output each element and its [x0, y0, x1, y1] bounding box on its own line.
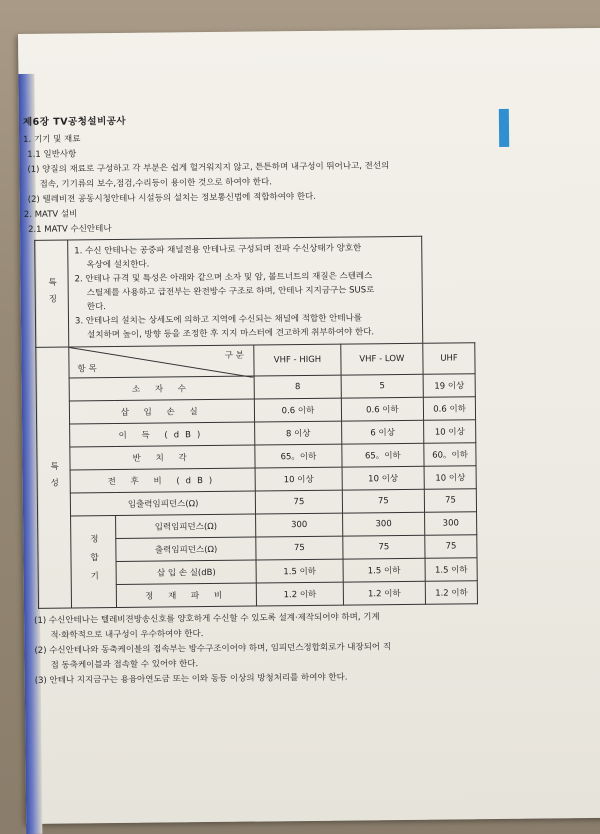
paragraph-line: 접속, 기기류의 보수,점검,수리등이 용이한 것으로 하여야 한다. [39, 177, 272, 190]
page-content [23, 109, 499, 690]
row-label: 출력임피던스(Ω) [116, 537, 257, 561]
table-cell: 0.6 이하 [341, 397, 424, 421]
column-header: VHF - LOW [340, 343, 423, 375]
table-cell: 1.2 이하 [343, 581, 426, 605]
section-heading: 2. MATV 설비 [23, 209, 78, 220]
subsection-heading: 2.1 MATV 수신안테나 [27, 224, 112, 235]
column-header: UHF [423, 343, 475, 375]
table-cell: 10 이상 [342, 466, 425, 490]
table-cell: 65。이하 [255, 444, 341, 468]
chapter-title: 제6장 TV공청설비공사 [22, 115, 127, 128]
table-cell: 75 [425, 535, 477, 559]
table-cell: 8 이상 [255, 421, 341, 445]
table-cell: 75 [342, 535, 425, 559]
page-tab-marker [499, 109, 509, 147]
row-label: 정 재 파 비 [116, 583, 257, 607]
column-header: VHF - HIGH [254, 344, 341, 376]
matching-side-label: 정합기 [71, 516, 117, 608]
table-cell: 300 [256, 513, 342, 537]
table-cell: 1.5 이하 [425, 558, 477, 582]
note-line: 접 동축케이블과 접속할 수 있어야 한다. [50, 659, 199, 671]
note-line: (1) 수신안테나는 텔레비젼방송신호를 양호하게 수신할 수 있도록 설계·제작되어야 하며, 기계 [34, 612, 380, 626]
table-cell: 300 [342, 512, 425, 536]
book-page [18, 28, 600, 824]
table-cell: 10 이상 [255, 467, 341, 491]
row-label: 삽 입 손 실(dB) [116, 560, 257, 584]
row-label: 입출력임피던스(Ω) [70, 491, 256, 516]
header-diagonal-cell [69, 345, 255, 378]
table-cell: 1.5 이하 [343, 558, 426, 582]
characteristics-side-label: 특성 [36, 347, 72, 608]
table-cell: 1.2 이하 [257, 582, 343, 606]
table-cell: 10 이상 [424, 420, 476, 444]
row-label: 삽 입 손 실 [69, 399, 255, 424]
row-label: 이 득 (dB) [70, 422, 256, 447]
row-label: 전 후 비 (dB) [70, 468, 256, 493]
table-cell: 8 [255, 375, 341, 399]
feature-line: 스틸제를 사용하고 급전부는 완전방수 구조로 하며, 안테나 지지금구는 SUS로 [86, 285, 375, 299]
table-cell: 0.6 이하 [424, 397, 476, 421]
note-line: 적·화학적으로 내구성이 우수하여야 한다. [50, 629, 204, 641]
table-cell: 75 [342, 489, 425, 513]
feature-line: 2. 안테나 규격 및 특성은 아래와 같으며 소자 및 암, 볼트너트의 재질은 스텐레스 [74, 271, 373, 285]
section-heading: 1. 기기 및 재료 [23, 134, 81, 145]
feature-line: 설치하며 높이, 방향 등을 조정한 후 지지 마스터에 견고하게 취부하여야 한다. [87, 327, 375, 341]
paragraph-line: (2) 텔레비젼 공동시청안테나 시설등의 설치는 정보통신법에 적합하여야 한다. [27, 191, 316, 205]
feature-line: 한다. [86, 302, 107, 313]
table-cell: 0.6 이하 [255, 398, 341, 422]
note-line: (3) 안테나 지지금구는 용융아연도금 또는 이와 동등 이상의 방청처리를 하여야 한다. [34, 672, 348, 686]
antenna-spec-table [34, 235, 478, 609]
row-label: 입력임피던스(Ω) [116, 514, 257, 538]
row-label: 반 치 각 [70, 445, 256, 470]
table-cell: 10 이상 [424, 466, 476, 490]
table-cell: 1.2 이하 [426, 581, 478, 605]
header-division-label: 구 분 [224, 350, 244, 361]
features-cell [68, 236, 423, 347]
feature-line: 1. 수신 안테나는 공중파 채널전용 안테나로 구성되며 전파 수신상태가 양호한 [74, 243, 362, 257]
table-cell: 65。이하 [341, 443, 424, 467]
table-cell: 60。이하 [424, 443, 476, 467]
notes-section [34, 610, 499, 687]
table-cell: 1.5 이하 [256, 559, 342, 583]
feature-side-label: 특징 [35, 240, 69, 347]
table-cell: 75 [425, 489, 477, 513]
subsection-heading: 1.1 일반사항 [27, 149, 77, 160]
table-cell: 300 [425, 512, 477, 536]
table-cell: 6 이상 [341, 420, 424, 444]
table-cell: 5 [341, 374, 424, 398]
paragraph-line: (1) 양질의 재료로 구성하고 각 부분은 쉽게 헐거워지지 않고, 튼튼하며 내구성이 뛰어나고, 전선의 [27, 161, 390, 175]
note-line: (2) 수신안테나와 동축케이블의 접속부는 방수구조이어야 하며, 임피던스정합회로가 내장되어 직 [34, 642, 392, 656]
table-cell: 19 이상 [423, 374, 475, 398]
row-label: 소 자 수 [69, 376, 255, 401]
table-cell: 75 [256, 536, 342, 560]
header-item-label: 항 목 [77, 364, 97, 375]
feature-line: 3. 안테나의 설치는 상세도에 의하고 지역에 수신되는 채널에 적합한 안테나를 [74, 313, 363, 327]
feature-line: 옥상에 설치한다. [86, 259, 150, 271]
table-cell: 75 [256, 490, 342, 514]
